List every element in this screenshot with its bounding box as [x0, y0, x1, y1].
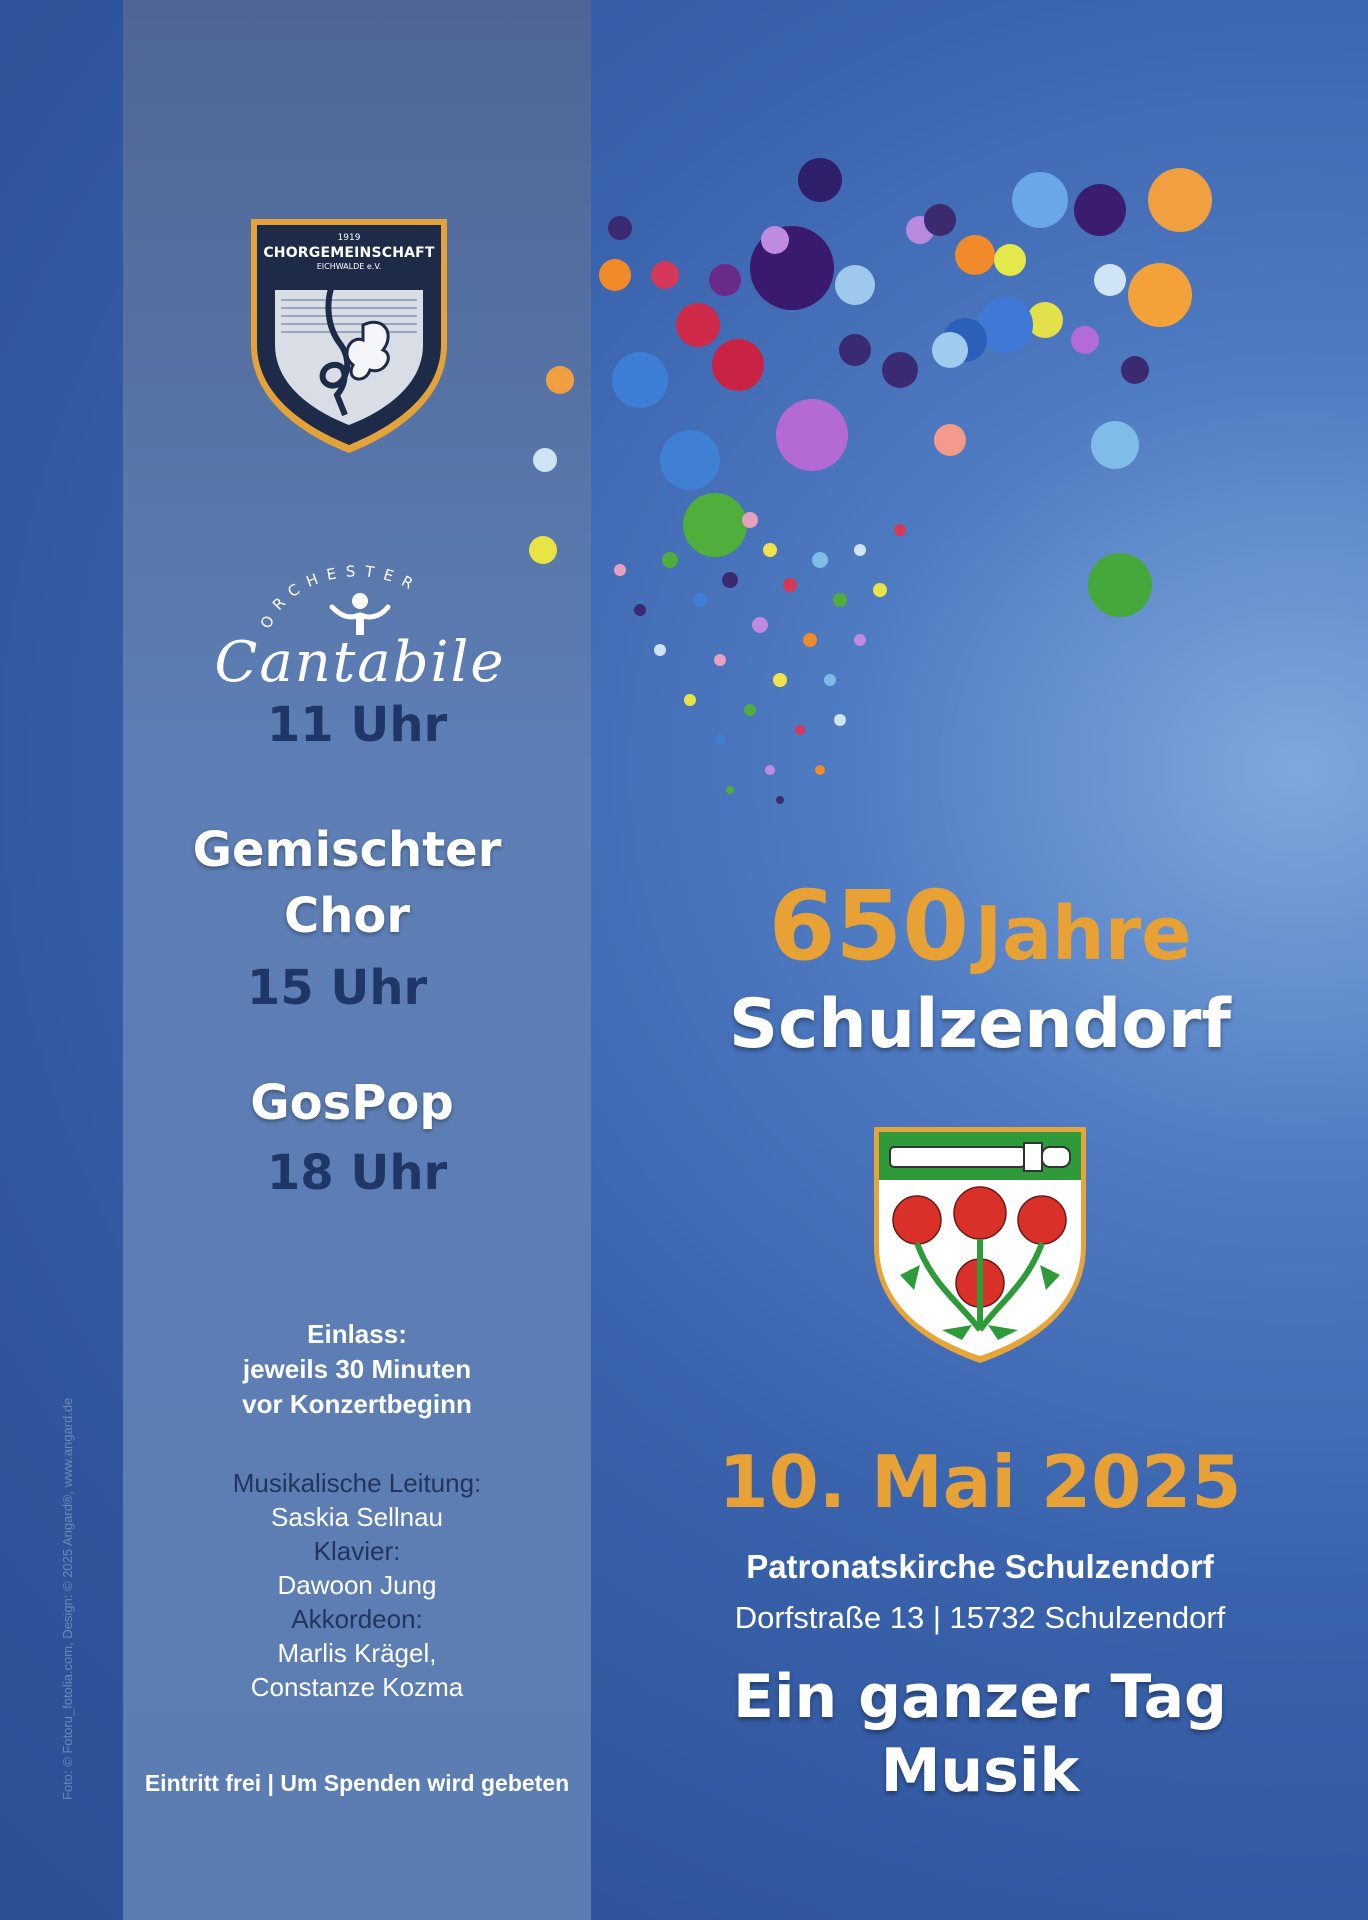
orchestra-name: Cantabile — [214, 630, 506, 695]
choir-time: 15 Uhr — [246, 960, 428, 1016]
choir-act-line1: Gemischter — [192, 822, 502, 878]
coat-of-arms-icon — [872, 1125, 1088, 1365]
slogan-line-1: Ein ganzer Tag — [732, 1662, 1228, 1732]
photo-credit: Foto: © Fotoru_fotolia.com, Design: © 2025 Angard®, www.angard.de — [60, 1397, 75, 1800]
choir-founding-year: 1919 — [337, 233, 361, 243]
svg-text:ORCHESTER — [257, 562, 424, 631]
credit-role-conductor: Musikalische Leitung: — [232, 1468, 482, 1498]
free-entry-note: Eintritt frei | Um Spenden wird gebeten — [144, 1770, 570, 1796]
town-name: Schulzendorf — [728, 985, 1232, 1064]
venue-name: Patronatskirche Schulzendorf — [746, 1548, 1214, 1585]
person-figure-icon — [332, 593, 388, 635]
choir-logo — [245, 215, 453, 455]
credit-role-piano: Klavier: — [313, 1536, 401, 1566]
credit-name-accordion-1: Marlis Krägel, — [277, 1638, 437, 1668]
anniversary-number: 650 — [768, 870, 969, 982]
credits-block — [123, 1466, 591, 1704]
credit-role-accordion: Akkordeon: — [291, 1604, 423, 1634]
gospop-act: GosPop — [250, 1075, 454, 1131]
balloon-icon — [520, 158, 1212, 617]
orchestra-label: ORCHESTER — [256, 562, 425, 632]
choir-act-line2: Chor — [283, 888, 411, 944]
credit-name-accordion-2: Constanze Kozma — [250, 1672, 464, 1702]
slogan-line-2: Musik — [880, 1736, 1080, 1806]
confetti-balloons-cluster — [614, 512, 906, 804]
anniversary-heading — [700, 870, 1260, 982]
orchestra-arc-label — [190, 535, 530, 635]
admission-detail-1: jeweils 30 Minuten — [242, 1354, 472, 1384]
admission-detail-2: vor Konzertbeginn — [242, 1389, 472, 1419]
orchestra-time: 11 Uhr — [266, 697, 448, 753]
anniversary-word: Jahre — [974, 891, 1192, 977]
event-date: 10. Mai 2025 — [718, 1440, 1242, 1524]
balloons-illustration — [520, 80, 1320, 880]
credit-name-conductor: Saskia Sellnau — [271, 1502, 443, 1532]
orchestra-logo — [190, 535, 530, 695]
choir-name: CHORGEMEINSCHAFT — [263, 245, 435, 261]
venue-address: Dorfstraße 13 | 15732 Schulzendorf — [734, 1600, 1226, 1635]
gospop-time: 18 Uhr — [266, 1145, 448, 1201]
credit-name-piano: Dawoon Jung — [277, 1570, 437, 1600]
choir-location: EICHWALDE e.V. — [316, 262, 382, 271]
admission-label: Einlass: — [307, 1319, 407, 1349]
